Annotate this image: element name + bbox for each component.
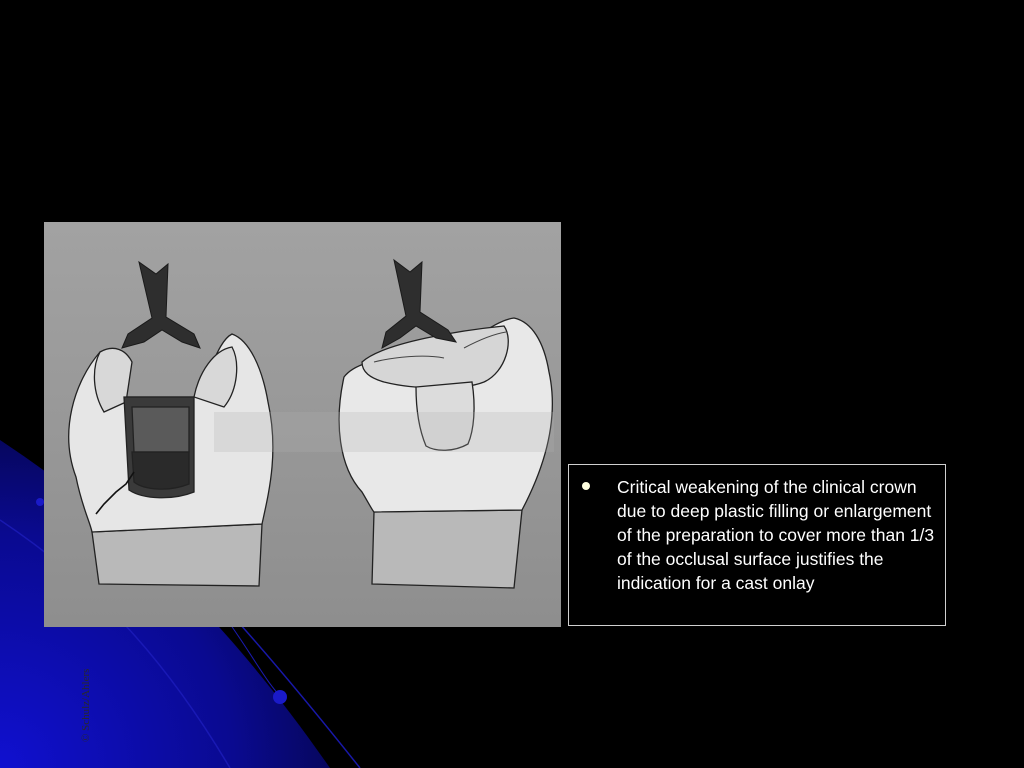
decor-dot <box>273 690 287 704</box>
tooth-illustration <box>44 222 561 742</box>
decor-dot <box>36 498 44 506</box>
bullet-text: Critical weakening of the clinical crown due to deep plastic filling or enlargement of the preparation to cover more than 1/3 of the occlusal surface justifies the indication for a cast onlay <box>617 477 935 593</box>
copyright-label: © Schulz/Ahlers <box>80 668 92 742</box>
bullet-item <box>579 475 935 595</box>
bullet-dot-icon <box>582 482 590 490</box>
bullet-textbox <box>568 464 946 626</box>
